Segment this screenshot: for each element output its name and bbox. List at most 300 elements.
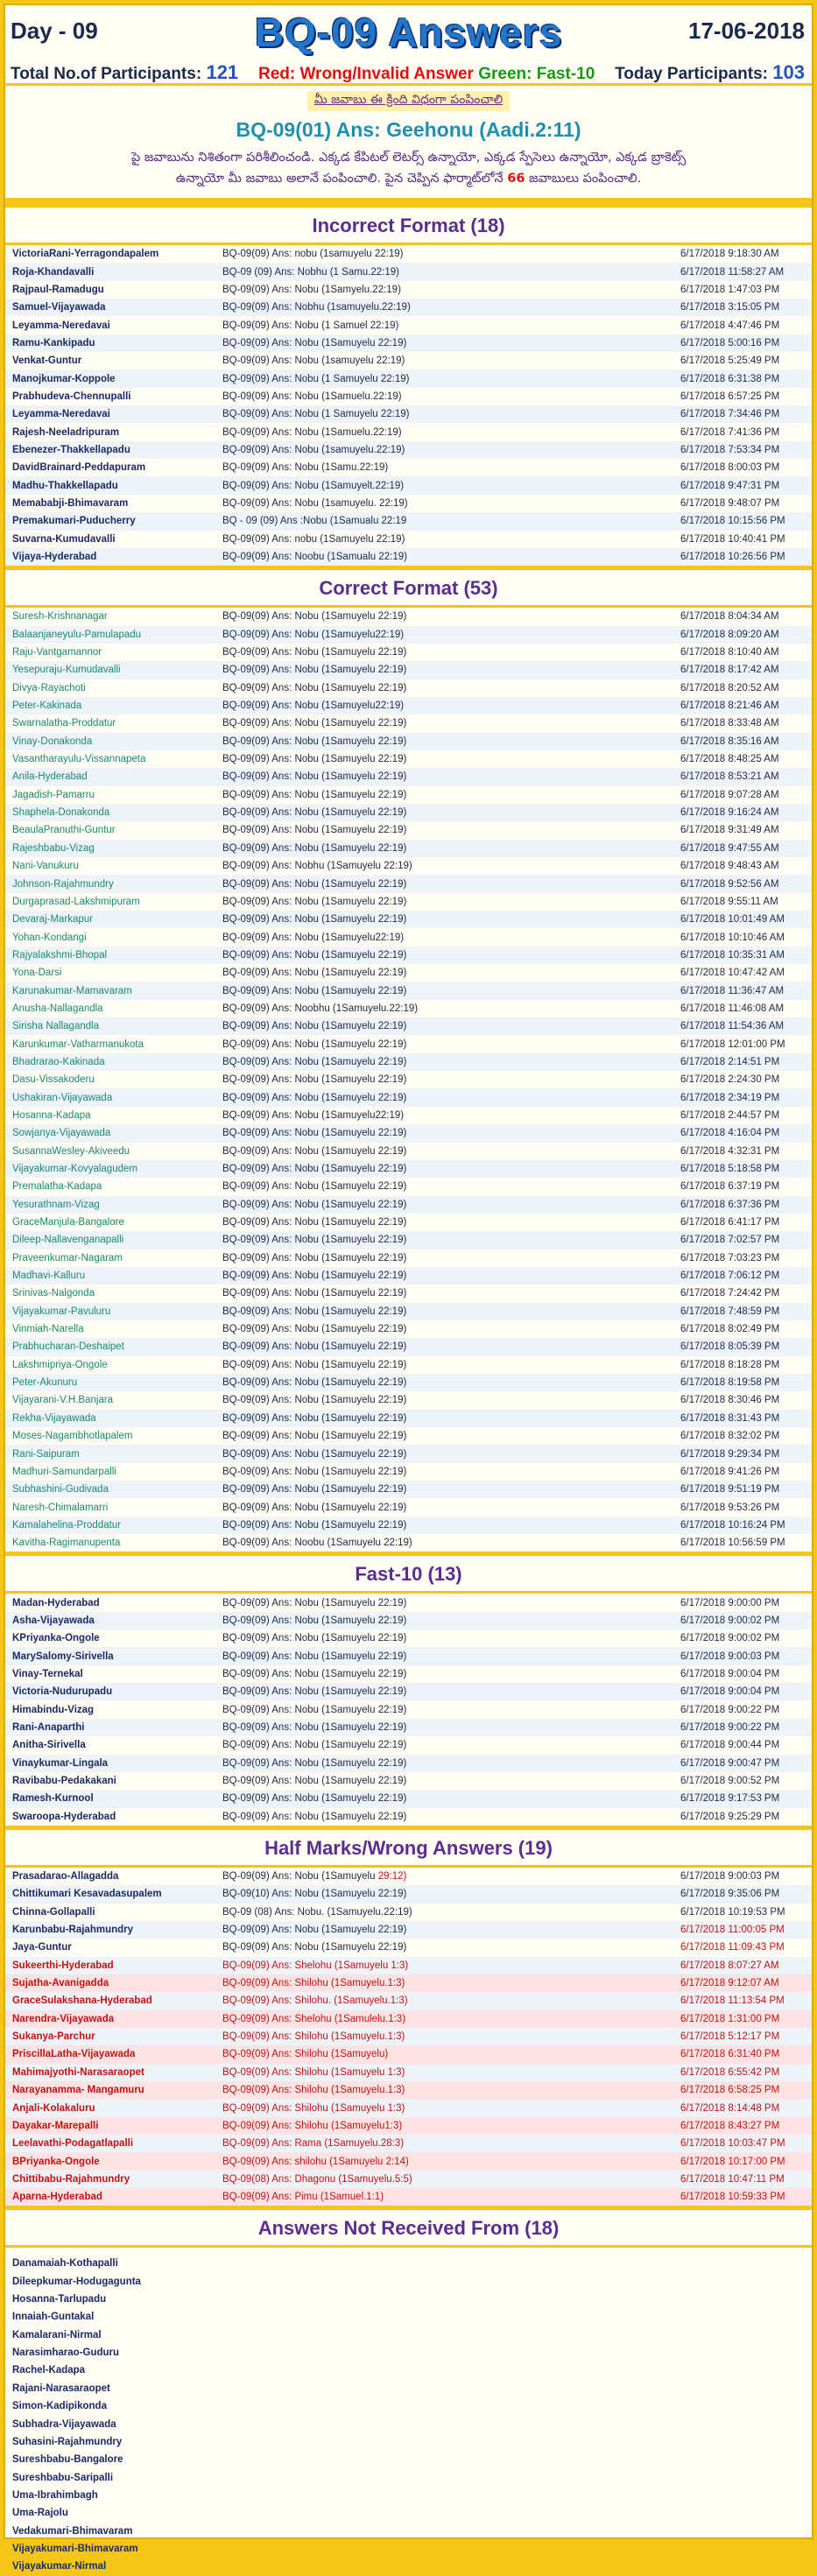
cell-time: 6/17/2018 9:17:53 PM <box>673 1790 812 1807</box>
cell-answer: BQ-09 (09) Ans: Nobhu (1 Samu.22:19) <box>215 263 673 280</box>
cell-answer: BQ-09(09) Ans: Nobu (1Samuyelu 22:19) <box>222 1704 407 1715</box>
cell-time <box>673 2135 812 2152</box>
cell-name: Yesurathnam-Vizag <box>5 1196 215 1214</box>
table-row <box>5 1231 812 1249</box>
cell-answer: BQ-09(09) Ans: Nobu (1Samuyelu 22:19) <box>222 1811 407 1822</box>
time-text: 6/17/2018 8:07:27 AM <box>680 1960 779 1971</box>
cell-name: Samuel-Vijayawada <box>5 299 215 316</box>
cell-answer: BQ-09(09) Ans: Nobu (1Samuyelu 22:19) <box>222 1359 407 1370</box>
table-row <box>5 1124 812 1142</box>
table-row <box>5 786 812 804</box>
cell-name: Rajesh-Neeladripuram <box>12 426 120 438</box>
table-row <box>5 1808 812 1826</box>
time-text: 6/17/2018 5:12:17 PM <box>680 2031 780 2043</box>
cell-answer: BQ-09(09) Ans: Nobu (1Samuyelu 22:19) <box>215 1231 673 1249</box>
cell-name: Rani-Saipuram <box>5 1445 215 1462</box>
table-row <box>5 1214 812 1231</box>
cell-name: Ebenezer-Thakkellapadu <box>5 441 215 459</box>
cell-time <box>673 2081 812 2099</box>
cell-time: 6/17/2018 9:00:44 PM <box>680 1740 780 1751</box>
table-row <box>5 1445 812 1462</box>
day-label: Day - 09 <box>11 18 98 44</box>
table-row <box>5 1700 812 1718</box>
header-stats <box>11 61 805 84</box>
cell-answer: BQ-09(09) Ans: Nobu (1Samuyelu 22:19) <box>215 911 673 928</box>
table-row <box>5 1463 812 1481</box>
cell-time: 6/17/2018 9:48:43 AM <box>680 861 779 872</box>
cell-answer: BQ-09(09) Ans: Nobu (1Samyelu.22:19) <box>222 284 401 295</box>
cell-name: Nani-Vanukuru <box>12 861 79 872</box>
table-row <box>5 1410 812 1427</box>
cell-name: Jaya-Guntur <box>12 1942 72 1953</box>
cell-time: 6/17/2018 8:48:25 AM <box>680 754 779 765</box>
cell-answer: BQ-09(09) Ans: Nobu (1Samuyelu 22:19) <box>215 1267 673 1284</box>
table-row <box>5 1267 812 1284</box>
cell-answer: BQ-09(09) Ans: Nobu (1samuyelu 22:19) <box>222 355 405 367</box>
legend <box>258 65 595 84</box>
cell-time: 6/17/2018 8:20:52 AM <box>680 682 779 693</box>
list-item: Rachel-Kadapa <box>12 2365 86 2376</box>
cell-name: Sowjanya-Vijayawada <box>5 1124 215 1142</box>
cell-name: Manojkumar-Koppole <box>5 370 215 387</box>
cell-answer <box>215 1974 673 1992</box>
cell-name: Kavitha-Ragimanupenta <box>12 1538 121 1549</box>
answer-wrong-part: 29:12) <box>377 1871 407 1883</box>
table-row <box>5 1683 812 1700</box>
time-text: 6/17/2018 8:43:27 PM <box>680 2120 780 2131</box>
time-text: 6/17/2018 10:19:53 PM <box>680 1906 785 1918</box>
cell-name: Madhuri-Samundarpalli <box>12 1466 116 1477</box>
correct-answer: BQ-09(01) Ans: Geehonu (Aadi.2:11) <box>236 118 581 141</box>
cell-time: 6/17/2018 7:02:57 PM <box>673 1231 812 1249</box>
cell-name: Leyamma-Neredavai <box>12 320 110 331</box>
cell-time: 6/17/2018 7:53:34 PM <box>673 441 812 459</box>
cell-name: Johnson-Rajahmundry <box>5 875 215 892</box>
cell-time: 6/17/2018 10:26:56 PM <box>673 548 812 566</box>
time-text: 6/17/2018 6:55:42 PM <box>680 2066 780 2078</box>
table-row <box>5 1790 812 1807</box>
cell-answer: BQ-09(09) Ans: Nobu (1Samuyelu 22:19) <box>215 1790 673 1807</box>
cell-time: 6/17/2018 12:01:00 PM <box>680 1038 785 1050</box>
cell-time: 6/17/2018 2:34:19 PM <box>673 1088 812 1106</box>
table-row <box>5 1957 812 1974</box>
not-received-section <box>5 2206 812 2575</box>
cell-time: 6/17/2018 8:53:21 AM <box>673 768 812 785</box>
table-row <box>5 1249 812 1267</box>
list-item: Simon-Kadipikonda <box>12 2401 107 2412</box>
cell-name: Anitha-Sirivella <box>12 1740 86 1751</box>
cell-answer: BQ-09(09) Ans: Nobu (1Samuyelu 22:19) <box>215 875 673 892</box>
cell-name: Balaanjaneyulu-Pamulapadu <box>5 626 215 644</box>
cell-time: 6/17/2018 9:53:26 PM <box>680 1502 780 1513</box>
cell-answer: BQ-09(09) Ans: Nobu (1Samuyelu 22:19) <box>222 1395 407 1406</box>
cell-time: 6/17/2018 11:54:36 AM <box>673 1017 812 1035</box>
table-row <box>5 1338 812 1355</box>
cell-name: Swaroopa-Hyderabad <box>12 1811 116 1822</box>
answer-text: BQ-09(09) Ans: Shilohu (1Samuyelu.1:3) <box>222 1978 405 1989</box>
cell-time: 6/17/2018 8:30:46 PM <box>680 1395 780 1406</box>
cell-name: Premalatha-Kadapa <box>12 1181 102 1193</box>
half-table <box>5 1868 812 2206</box>
list-item: Kamalarani-Nirmal <box>12 2329 102 2340</box>
table-row <box>5 911 812 928</box>
cell-time: 6/17/2018 9:00:04 PM <box>673 1683 812 1700</box>
time-text: 6/17/2018 6:58:25 PM <box>680 2085 780 2096</box>
incorrect-section <box>5 203 812 566</box>
cell-name: Vijaya-Hyderabad <box>5 548 215 566</box>
cell-time: 6/17/2018 8:18:28 PM <box>680 1359 780 1370</box>
cell-name: Peter-Akunuru <box>5 1374 215 1391</box>
table-row <box>5 1303 812 1320</box>
cell-answer: BQ-09(09) Ans: Nobu (1Samuyelu 22:19) <box>215 1612 673 1629</box>
cell-time: 6/17/2018 7:34:46 PM <box>673 405 812 423</box>
time-text: 6/17/2018 11:00:05 PM <box>680 1925 785 1936</box>
cell-answer <box>215 1921 673 1939</box>
list-item: Dileepkumar-Hodugagunta <box>12 2276 141 2287</box>
table-row <box>5 1160 812 1178</box>
cell-time: 6/17/2018 9:00:04 PM <box>680 1668 780 1679</box>
table-row <box>5 352 812 370</box>
cell-name: Rani-Anaparthi <box>5 1719 215 1736</box>
table-row <box>5 2064 812 2081</box>
format-note-part3: జవాబులు పంపించాలి. <box>529 172 642 186</box>
correct-table <box>5 608 812 1552</box>
table-row <box>5 334 812 352</box>
table-row <box>5 512 812 530</box>
table-row <box>5 370 812 387</box>
cell-answer <box>215 2081 673 2099</box>
cell-name: Lakshmipriya-Ongole <box>12 1359 108 1370</box>
answer-text: BQ-09(10) Ans: Nobu (1Samuyelu 22:19) <box>222 1889 407 1900</box>
cell-name: Dasu-Vissakoderu <box>12 1074 95 1086</box>
half-section <box>5 1826 812 2206</box>
cell-time: 6/17/2018 8:02:49 PM <box>680 1324 780 1335</box>
time-text: 6/17/2018 9:00:03 PM <box>680 1871 780 1883</box>
cell-time: 6/17/2018 9:16:24 AM <box>673 804 812 821</box>
answer-text: BQ-09(09) Ans: Shilohu (1Samuyelu.1:3) <box>222 2031 405 2043</box>
cell-answer: BQ-09(09) Ans: Nobu (1Samuyelu 22:19) <box>222 968 407 979</box>
cell-name: Vijayakumar-Pavuluru <box>5 1303 215 1320</box>
list-item: Vijayakumar-Nirmal <box>12 2561 107 2572</box>
time-text: 6/17/2018 9:35:06 PM <box>680 1889 780 1900</box>
cell-time: 6/17/2018 8:17:42 AM <box>673 661 812 679</box>
cell-time <box>673 1957 812 1974</box>
cell-answer <box>215 2064 673 2081</box>
table-row <box>5 2081 812 2099</box>
cell-answer: BQ-09(09) Ans: Nobu (1Samuelu.22:19) <box>222 426 402 438</box>
cell-answer: BQ-09(09) Ans: Nobhu (1samuyelu.22:19) <box>215 299 673 316</box>
cell-time <box>673 2171 812 2188</box>
cell-name: Leelavathi-Podagatlapalli <box>5 2135 215 2152</box>
fast-section <box>5 1552 812 1825</box>
document-body <box>4 4 813 2572</box>
cell-time: 6/17/2018 9:00:00 PM <box>680 1597 780 1608</box>
cell-time: 6/17/2018 8:19:58 PM <box>673 1374 812 1391</box>
cell-answer: BQ-09(09) Ans: Nobu (1Samuyelu 22:19) <box>215 768 673 785</box>
cell-time: 6/17/2018 9:00:47 PM <box>673 1755 812 1772</box>
table-row <box>5 388 812 405</box>
table-row <box>5 281 812 299</box>
cell-name: Premakumari-Puducherry <box>5 512 215 530</box>
table-row <box>5 2188 812 2206</box>
answer-text: BQ-09(09) Ans: Nobu (1Samuyelu 22:19) <box>222 1925 407 1936</box>
answer-block <box>5 86 812 203</box>
cell-answer: BQ-09(09) Ans: Nobu (1Samuyelu 22:19) <box>215 982 673 999</box>
table-row <box>5 1517 812 1534</box>
cell-name: KPriyanka-Ongole <box>12 1633 100 1644</box>
table-row <box>5 964 812 982</box>
cell-answer <box>215 1939 673 1956</box>
incorrect-table <box>5 245 812 566</box>
legend-green: Green: Fast-10 <box>478 65 595 83</box>
cell-time: 6/17/2018 4:16:04 PM <box>673 1124 812 1142</box>
cell-time: 6/17/2018 9:00:22 PM <box>673 1719 812 1736</box>
table-row <box>5 423 812 440</box>
cell-time: 6/17/2018 9:41:26 PM <box>680 1466 780 1477</box>
cell-answer: BQ-09(09) Ans: Nobu (1Samuyelu 22:19) <box>215 1053 673 1071</box>
cell-time: 6/17/2018 10:35:31 AM <box>673 947 812 964</box>
cell-time: 6/17/2018 7:48:59 PM <box>673 1303 812 1320</box>
cell-name: Sukeerthi-Hyderabad <box>5 1957 215 1974</box>
cell-name: Vinay-Ternekal <box>12 1668 83 1679</box>
cell-name: Roja-Khandavalli <box>5 263 215 280</box>
table-row <box>5 2117 812 2135</box>
cell-time: 6/17/2018 9:00:03 PM <box>673 1647 812 1665</box>
cell-name: GraceSulakshana-Hyderabad <box>5 1992 215 2009</box>
table-row <box>5 1594 812 1611</box>
cell-answer: BQ-09(09) Ans: Nobu (1Samuyelu 22:19) <box>215 1647 673 1665</box>
cell-name: Chittibabu-Rajahmundry <box>5 2171 215 2188</box>
table-row <box>5 733 812 750</box>
cell-time: 6/17/2018 6:57:25 PM <box>680 391 780 402</box>
cell-name: Divya-Rayachoti <box>12 682 86 693</box>
cell-time: 6/17/2018 9:29:34 PM <box>673 1445 812 1462</box>
time-text: 6/17/2018 10:47:11 PM <box>680 2173 785 2185</box>
cell-answer: BQ-09(09) Ans: Nobu (1Samuyelu 22:19) <box>222 1181 407 1193</box>
table-row <box>5 1647 812 1665</box>
cell-name: GraceManjula-Bangalore <box>12 1217 124 1228</box>
cell-name: Vijayarani-V.H.Banjara <box>12 1395 114 1406</box>
table-row <box>5 1088 812 1106</box>
cell-answer: BQ-09(09) Ans: Nobu (1Samuyelu 22:19) <box>222 682 407 693</box>
cell-time: 6/17/2018 5:18:58 PM <box>673 1160 812 1178</box>
cell-time: 6/17/2018 2:44:57 PM <box>680 1109 780 1121</box>
list-item: Danamaiah-Kothapalli <box>12 2258 118 2270</box>
table-row <box>5 441 812 459</box>
cell-time: 6/17/2018 9:00:22 PM <box>680 1704 780 1715</box>
cell-answer: BQ-09(09) Ans: Nobu (1Samuyelu 22:19) <box>215 1517 673 1534</box>
table-row <box>5 548 812 566</box>
cell-name: Anjali-Kolakaluru <box>5 2099 215 2116</box>
correct-section <box>5 566 812 1552</box>
list-item: Subhadra-Vijayawada <box>12 2418 116 2430</box>
cell-name: Aparna-Hyderabad <box>5 2188 215 2206</box>
table-row <box>5 1904 812 1921</box>
cell-time: 6/17/2018 8:33:48 AM <box>680 718 779 729</box>
page-title: BQ-09 Answers <box>254 10 563 55</box>
cell-answer: BQ-09(09) Ans: Nobu (1Samuyelu 22:19) <box>222 1633 407 1644</box>
total-participants-label: Total No.of Participants: <box>11 65 202 83</box>
answer-text: BQ-09(09) Ans: Nobu (1Samuyelu 22:19) <box>222 1942 407 1953</box>
cell-answer: BQ-09(09) Ans: Nobu (1Samuyelu22:19) <box>222 932 405 943</box>
table-row <box>5 245 812 263</box>
cell-time: 6/17/2018 9:00:02 PM <box>673 1612 812 1629</box>
legend-red: Red: Wrong/Invalid Answer <box>257 65 474 83</box>
cell-answer <box>215 2188 673 2206</box>
table-row <box>5 1974 812 1992</box>
cell-time: 6/17/2018 9:18:30 AM <box>680 249 779 260</box>
cell-answer: BQ-09(09) Ans: Nobu (1Samuyelu 22:19) <box>215 1338 673 1355</box>
cell-answer <box>215 2010 673 2028</box>
cell-time: 6/17/2018 6:41:17 PM <box>680 1217 780 1228</box>
cell-answer <box>215 2135 673 2152</box>
time-text: 6/17/2018 6:31:40 PM <box>680 2049 780 2060</box>
answer-instruction: మీ జవాబు ఈ క్రింది విధంగా పంపించాలి <box>307 91 510 111</box>
cell-answer: BQ-09(09) Ans: Nobu (1Samuyelu 22:19) <box>222 754 407 765</box>
cell-answer: BQ-09(09) Ans: Nobu (1Samuyelu 22:19) <box>222 1502 407 1513</box>
cell-name: Shaphela-Donakonda <box>5 804 215 821</box>
cell-time: 6/17/2018 10:15:56 PM <box>673 512 812 530</box>
date-label: 17-06-2018 <box>688 18 805 44</box>
cell-answer: BQ-09(09) Ans: Nobu (1Samuyelt.22:19) <box>215 476 673 494</box>
table-row <box>5 2028 812 2045</box>
table-row <box>5 947 812 964</box>
cell-answer: BQ-09(09) Ans: nobu (1samuyelu 22:19) <box>222 249 404 260</box>
cell-time: 6/17/2018 9:25:29 PM <box>680 1811 780 1822</box>
cell-answer: BQ-09(09) Ans: Nobu (1Samuyelu 22:19) <box>222 611 407 623</box>
cell-answer: BQ-09(09) Ans: Nobu (1 Samuyelu 22:19) <box>215 405 673 423</box>
cell-name: Prabhucharan-Deshaipet <box>5 1338 215 1355</box>
cell-time: 6/17/2018 11:46:08 AM <box>680 1003 785 1014</box>
cell-name: Mahimajyothi-Narasaraopet <box>5 2064 215 2081</box>
table-row <box>5 1071 812 1088</box>
cell-name: Raju-Vantgamannor <box>12 647 102 658</box>
cell-answer: BQ-09(09) Ans: Nobu (1Samuyelu 22:19) <box>222 718 407 729</box>
today-participants-count: 103 <box>772 61 805 83</box>
cell-name: Sukanya-Parchur <box>5 2028 215 2045</box>
cell-time: 6/17/2018 2:14:51 PM <box>673 1053 812 1071</box>
table-row <box>5 1196 812 1214</box>
table-row <box>5 2171 812 2188</box>
table-row <box>5 1391 812 1409</box>
cell-time: 6/17/2018 6:37:36 PM <box>673 1196 812 1214</box>
table-row <box>5 875 812 892</box>
cell-time <box>673 1939 812 1956</box>
cell-name: Asha-Vijayawada <box>5 1612 215 1629</box>
cell-time <box>673 2188 812 2206</box>
cell-answer: BQ-09(09) Ans: Nobu (1Samuyelu 22:19) <box>215 1719 673 1736</box>
cell-time <box>673 1904 812 1921</box>
cell-time: 6/17/2018 5:00:16 PM <box>673 334 812 352</box>
cell-name: Moses-Nagambhotlapalem <box>12 1431 133 1442</box>
cell-name: Devaraj-Markapur <box>5 911 215 928</box>
list-item: Vedakumari-Bhimavaram <box>12 2525 133 2537</box>
cell-name: Chittikumari Kesavadasupalem <box>5 1885 215 1903</box>
cell-time: 6/17/2018 6:37:19 PM <box>680 1181 780 1193</box>
cell-time: 6/17/2018 9:48:07 PM <box>680 497 780 509</box>
cell-answer: BQ-09(09) Ans: Nobu (1Samuyelu22:19) <box>215 697 673 714</box>
table-row <box>5 821 812 839</box>
cell-answer: BQ-09(09) Ans: Nobhu (1Samuyelu 22:19) <box>222 861 412 872</box>
cell-answer <box>215 1885 673 1903</box>
cell-name: Jagadish-Pamarru <box>12 789 95 800</box>
cell-name: Ramesh-Kurnool <box>5 1790 215 1807</box>
cell-answer: BQ-09(09) Ans: Noobu (1Samuyelu 22:19) <box>222 1538 412 1549</box>
cell-name: BeaulaPranuthi-Guntur <box>12 825 116 836</box>
cell-time: 6/17/2018 7:24:42 PM <box>680 1288 780 1299</box>
answer-text: BQ-09(09) Ans: Nobu (1Samuyelu <box>222 1871 378 1883</box>
cell-answer: BQ-09(09) Ans: Nobu (1Samuyelu 22:19) <box>222 647 407 658</box>
table-row <box>5 982 812 999</box>
cell-name: DavidBrainard-Peddapuram <box>12 462 146 474</box>
cell-name: Madan-Hyderabad <box>12 1597 100 1608</box>
cell-time: 6/17/2018 8:04:34 AM <box>680 611 779 623</box>
table-row <box>5 1107 812 1124</box>
table-row <box>5 459 812 476</box>
cell-answer: BQ-09(09) Ans: Nobu (1Samuyelu 22:19) <box>222 1038 407 1050</box>
cell-time: 6/17/2018 3:15:05 PM <box>673 299 812 316</box>
table-row <box>5 1356 812 1374</box>
table-row <box>5 1992 812 2009</box>
cell-answer: BQ-09(09) Ans: Nobu (1Samuyelu22:19) <box>222 1109 405 1121</box>
cell-answer: BQ-09(09) Ans: Nobu (1Samuelu.22:19) <box>222 391 402 402</box>
table-row <box>5 1629 812 1647</box>
cell-time: 6/17/2018 10:40:41 PM <box>680 533 785 545</box>
cell-answer: BQ-09(09) Ans: Nobu (1Samuyelu 22:19) <box>222 1431 407 1442</box>
cell-time <box>673 2028 812 2045</box>
table-row <box>5 1143 812 1160</box>
cell-answer <box>215 2171 673 2188</box>
cell-answer: BQ-09(09) Ans: Nobu (1 Samuyelu 22:19) <box>215 370 673 387</box>
cell-answer: BQ-09(09) Ans: Nobu (1Samuyelu 22:19) <box>222 1668 407 1679</box>
fast-table <box>5 1594 812 1825</box>
table-row <box>5 405 812 423</box>
cell-name: Narendra-Vijayawada <box>5 2010 215 2028</box>
cell-time: 6/17/2018 4:32:31 PM <box>680 1145 780 1157</box>
cell-name: Kamalahelina-Proddatur <box>5 1517 215 1534</box>
cell-answer: BQ-09(09) Ans: Nobu (1Samuyelu 22:19) <box>222 1466 407 1477</box>
list-item: Uma-Ibrahimbagh <box>12 2489 98 2501</box>
list-item: Narasimharao-Guduru <box>12 2347 120 2359</box>
cell-name: Rajpaul-Ramadugu <box>12 284 104 295</box>
cell-name: Peter-Kakinada <box>5 697 215 714</box>
cell-name: Rekha-Vijayawada <box>5 1410 215 1427</box>
table-row <box>5 608 812 625</box>
cell-name: Ushakiran-Vijayawada <box>5 1088 215 1106</box>
answer-text: BQ-09(09) Ans: shilohu (1Samuyelu 2:14) <box>222 2156 409 2167</box>
cell-time: 6/17/2018 9:00:52 PM <box>680 1776 780 1787</box>
today-participants <box>615 61 805 84</box>
answer-text: BQ-09(08) Ans: Dhagonu (1Samuyelu.5:5) <box>222 2173 412 2185</box>
table-row <box>5 1284 812 1302</box>
answer-text: BQ-09(09) Ans: Shilohu. (1Samuyelu.1:3) <box>222 1995 408 2007</box>
table-row <box>5 1921 812 1939</box>
cell-name: Anusha-Nallagandla <box>12 1003 103 1014</box>
table-row <box>5 1017 812 1035</box>
cell-answer: BQ-09(09) Ans: Nobu (1Samuyelu 22:19) <box>222 1217 407 1228</box>
cell-name: Leyamma-Neredavai <box>5 405 215 423</box>
table-row <box>5 1665 812 1683</box>
cell-answer: BQ-09(09) Ans: Noobu (1Samualu 22:19) <box>215 548 673 566</box>
cell-name: Praveenkumar-Nagaram <box>12 1252 123 1263</box>
cell-time: 6/17/2018 7:03:23 PM <box>680 1252 780 1263</box>
cell-answer <box>215 2045 673 2063</box>
cell-answer: BQ-09(09) Ans: Nobu (1Samuyelu 22:19) <box>215 1445 673 1462</box>
cell-name: Rajyalakshmi-Bhopal <box>5 947 215 964</box>
cell-name: Sirisha Nallagandla <box>5 1017 215 1035</box>
table-row <box>5 893 812 911</box>
time-text: 6/17/2018 11:13:54 PM <box>680 1995 785 2007</box>
